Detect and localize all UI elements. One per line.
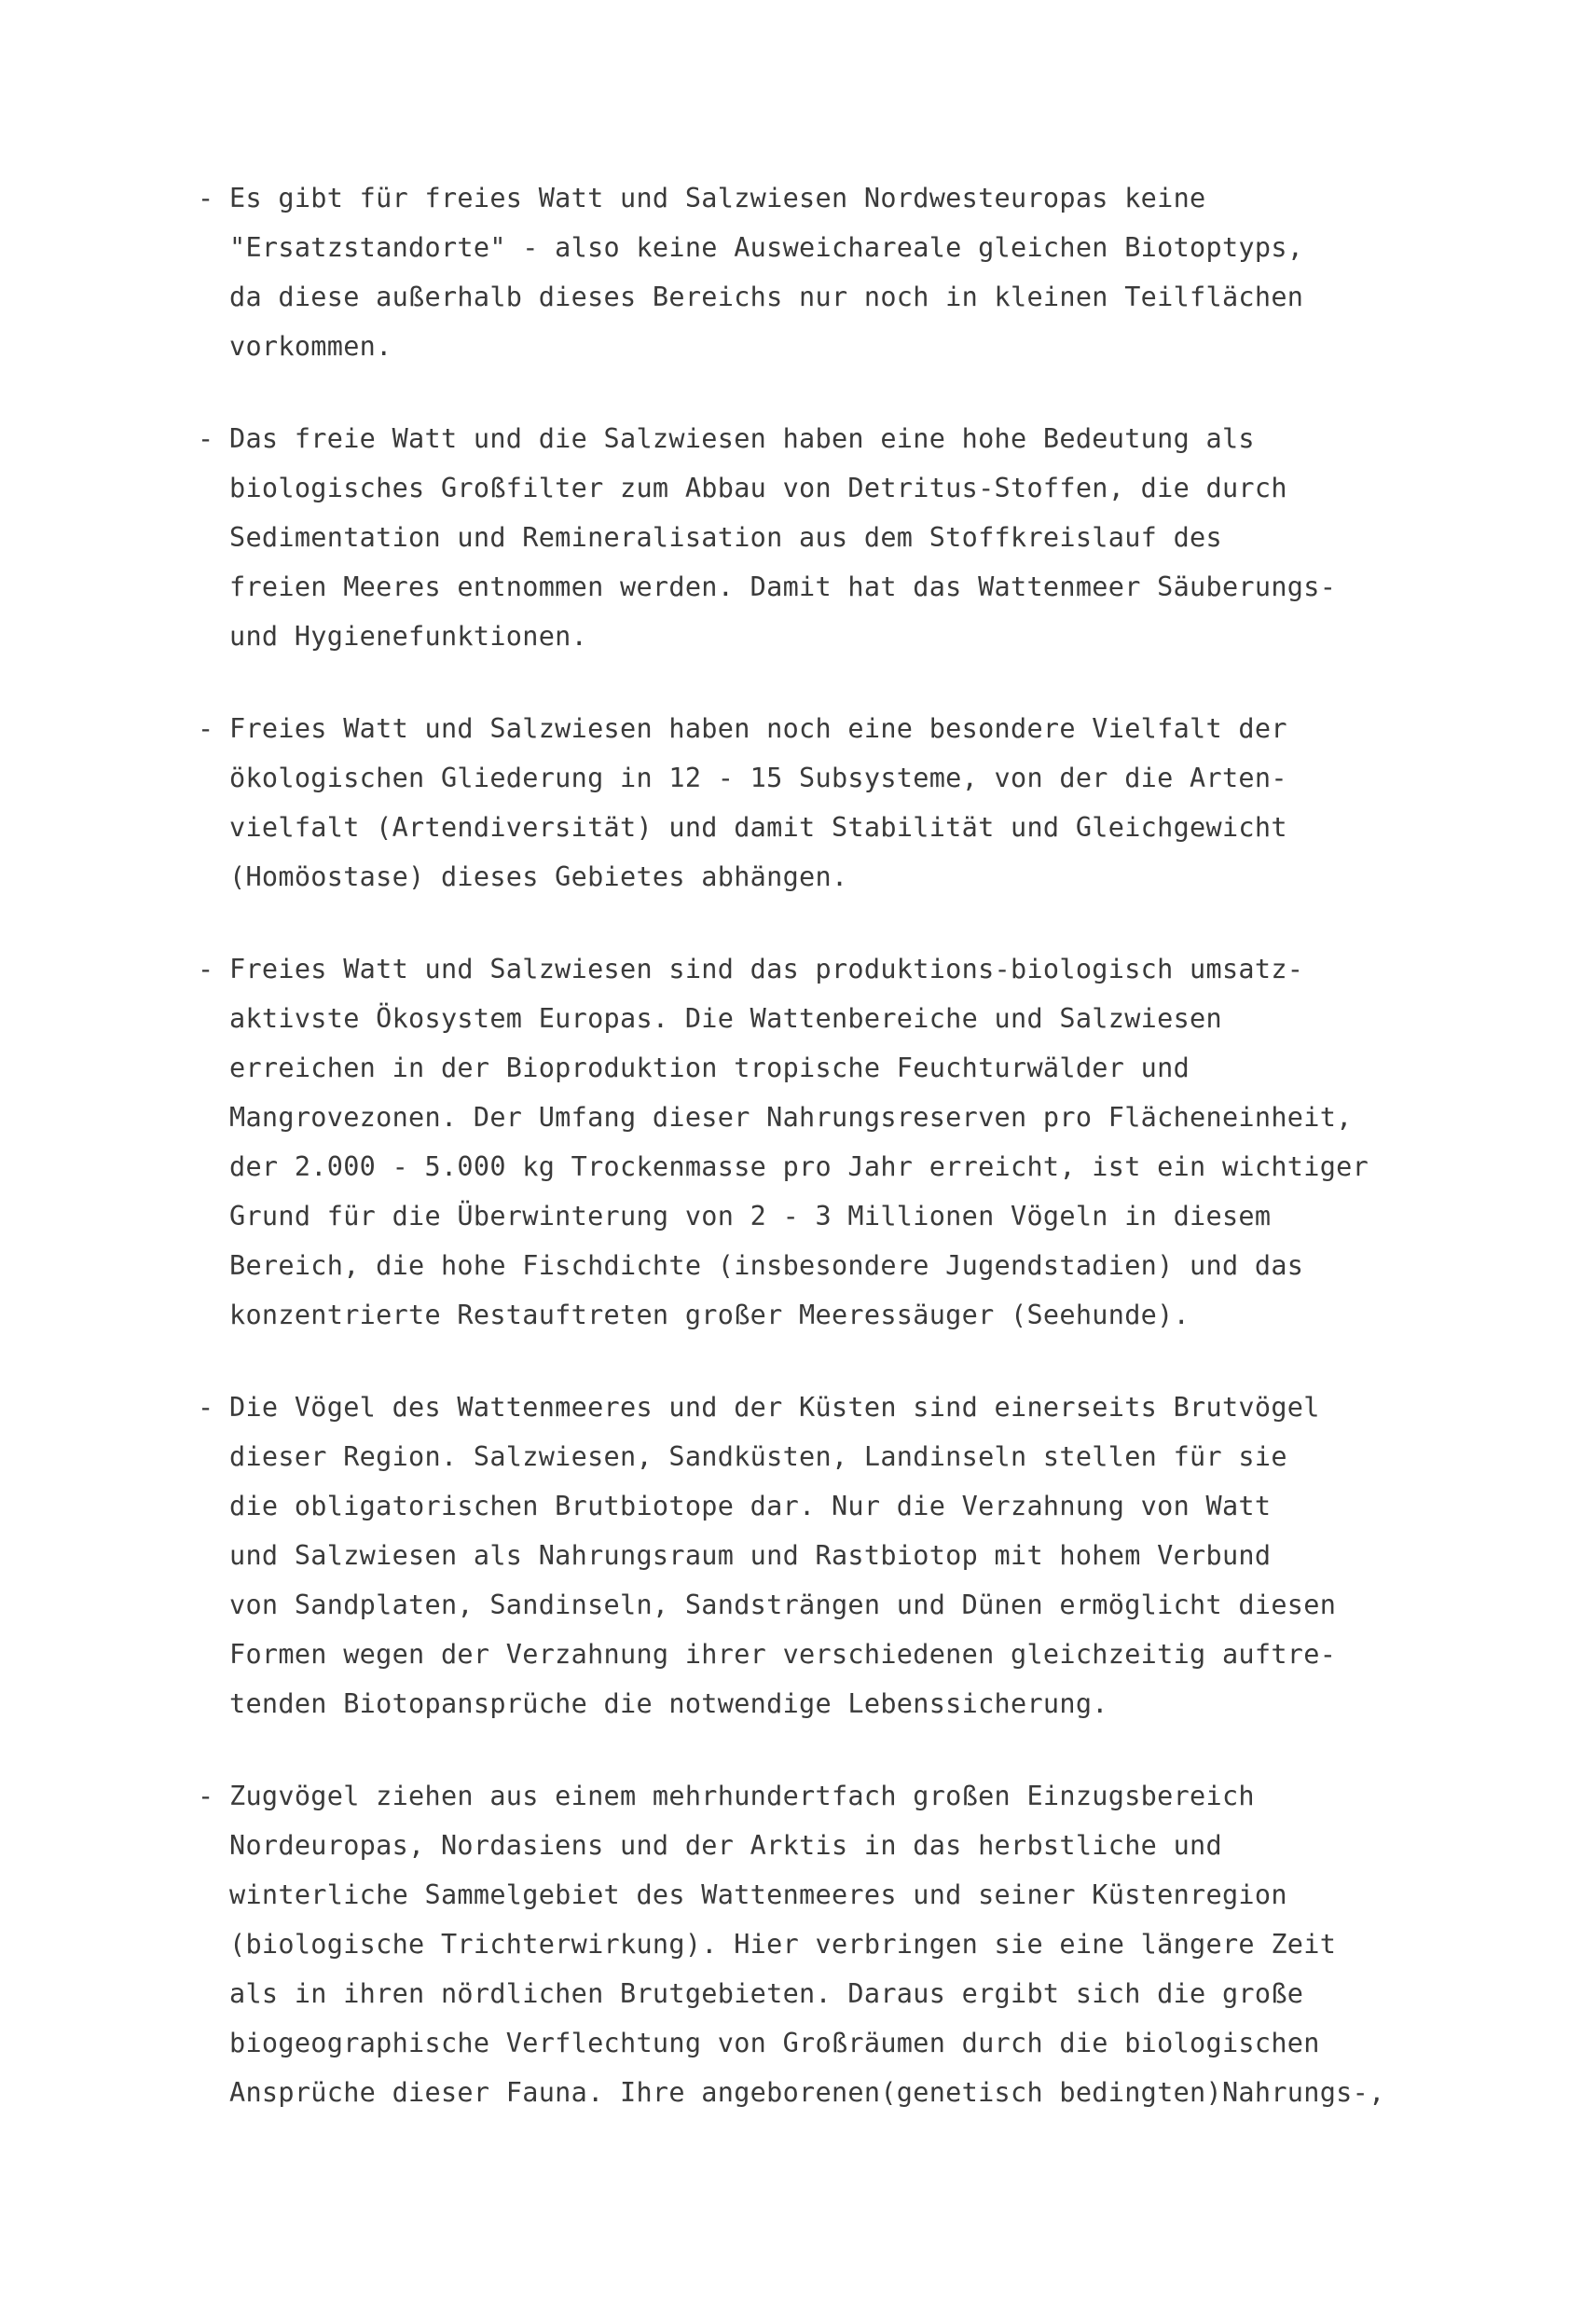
text-line: die obligatorischen Brutbiotope dar. Nur die Verzahnung von Watt: [229, 1491, 1272, 1521]
paragraph-list: [198, 173, 1456, 2160]
text-line: erreichen in der Bioproduktion tropische Feuchturwälder und: [229, 1053, 1190, 1083]
text-line: (Homöostase) dieses Gebietes abhängen.: [229, 861, 848, 892]
text-line: Freies Watt und Salzwiesen sind das produktions-biologisch umsatz-: [229, 954, 1304, 984]
text-line: freien Meeres entnommen werden. Damit hat das Wattenmeer Säuberungs-: [229, 571, 1337, 602]
bullet-dash: -: [198, 713, 214, 744]
text-line: Grund für die Überwinterung von 2 - 3 Millionen Vögeln in diesem: [229, 1201, 1272, 1232]
text-line: und Hygienefunktionen.: [229, 621, 588, 652]
text-line: Die Vögel des Wattenmeeres und der Küsten sind einerseits Brutvögel: [229, 1392, 1320, 1423]
text-line: als in ihren nördlichen Brutgebieten. Daraus ergibt sich die große: [229, 1978, 1304, 2009]
text-line: Freies Watt und Salzwiesen haben noch eine besondere Vielfalt der: [229, 713, 1287, 744]
text-line: konzentrierte Restauftreten großer Meeressäuger (Seehunde).: [229, 1300, 1190, 1330]
text-line: Mangrovezonen. Der Umfang dieser Nahrungsreserven pro Flächeneinheit,: [229, 1102, 1353, 1133]
text-line: tenden Biotopansprüche die notwendige Lebenssicherung.: [229, 1688, 1108, 1719]
bullet-dash: -: [198, 183, 214, 213]
text-line: (biologische Trichterwirkung). Hier verbringen sie eine längere Zeit: [229, 1929, 1337, 1960]
text-line: winterliche Sammelgebiet des Wattenmeeres und seiner Küstenregion: [229, 1879, 1287, 1910]
text-line: biogeographische Verflechtung von Großräumen durch die biologischen: [229, 2028, 1320, 2058]
paragraph-5: [198, 1383, 1456, 1728]
text-line: vorkommen.: [229, 331, 392, 362]
paragraph-1: [198, 173, 1456, 371]
text-line: der 2.000 - 5.000 kg Trockenmasse pro Jahr erreicht, ist ein wichtiger: [229, 1151, 1369, 1182]
paragraph-4: [198, 944, 1456, 1340]
text-line: ökologischen Gliederung in 12 - 15 Subsysteme, von der die Arten-: [229, 763, 1287, 793]
bullet-dash: -: [198, 1392, 214, 1423]
bullet-dash: -: [198, 954, 214, 984]
text-line: Ansprüche dieser Fauna. Ihre angeborenen(genetisch bedingten)Nahrungs-,: [229, 2077, 1385, 2108]
text-line: vielfalt (Artendiversität) und damit Stabilität und Gleichgewicht: [229, 812, 1287, 843]
text-line: dieser Region. Salzwiesen, Sandküsten, Landinseln stellen für sie: [229, 1441, 1287, 1472]
text-line: Das freie Watt und die Salzwiesen haben eine hohe Bedeutung als: [229, 423, 1255, 454]
text-line: von Sandplaten, Sandinseln, Sandsträngen und Dünen ermöglicht diesen: [229, 1590, 1337, 1620]
text-line: Zugvögel ziehen aus einem mehrhundertfach großen Einzugsbereich: [229, 1781, 1255, 1811]
paragraph-6: [198, 1771, 1456, 2117]
text-line: Formen wegen der Verzahnung ihrer verschiedenen gleichzeitig auftre-: [229, 1639, 1337, 1670]
paragraph-3: [198, 704, 1456, 901]
text-line: aktivste Ökosystem Europas. Die Wattenbereiche und Salzwiesen: [229, 1003, 1222, 1034]
paragraph-2: [198, 414, 1456, 661]
text-line: und Salzwiesen als Nahrungsraum und Rastbiotop mit hohem Verbund: [229, 1540, 1272, 1571]
text-line: da diese außerhalb dieses Bereichs nur noch in kleinen Teilflächen: [229, 282, 1304, 312]
text-line: Bereich, die hohe Fischdichte (insbesondere Jugendstadien) und das: [229, 1250, 1304, 1281]
text-line: Nordeuropas, Nordasiens und der Arktis in das herbstliche und: [229, 1830, 1222, 1861]
bullet-dash: -: [198, 1781, 214, 1811]
bullet-dash: -: [198, 423, 214, 454]
text-line: Sedimentation und Remineralisation aus dem Stoffkreislauf des: [229, 522, 1222, 553]
text-line: "Ersatzstandorte" - also keine Ausweichareale gleichen Biotoptyps,: [229, 232, 1304, 263]
text-line: biologisches Großfilter zum Abbau von Detritus-Stoffen, die durch: [229, 473, 1287, 503]
text-line: Es gibt für freies Watt und Salzwiesen Nordwesteuropas keine: [229, 183, 1206, 213]
